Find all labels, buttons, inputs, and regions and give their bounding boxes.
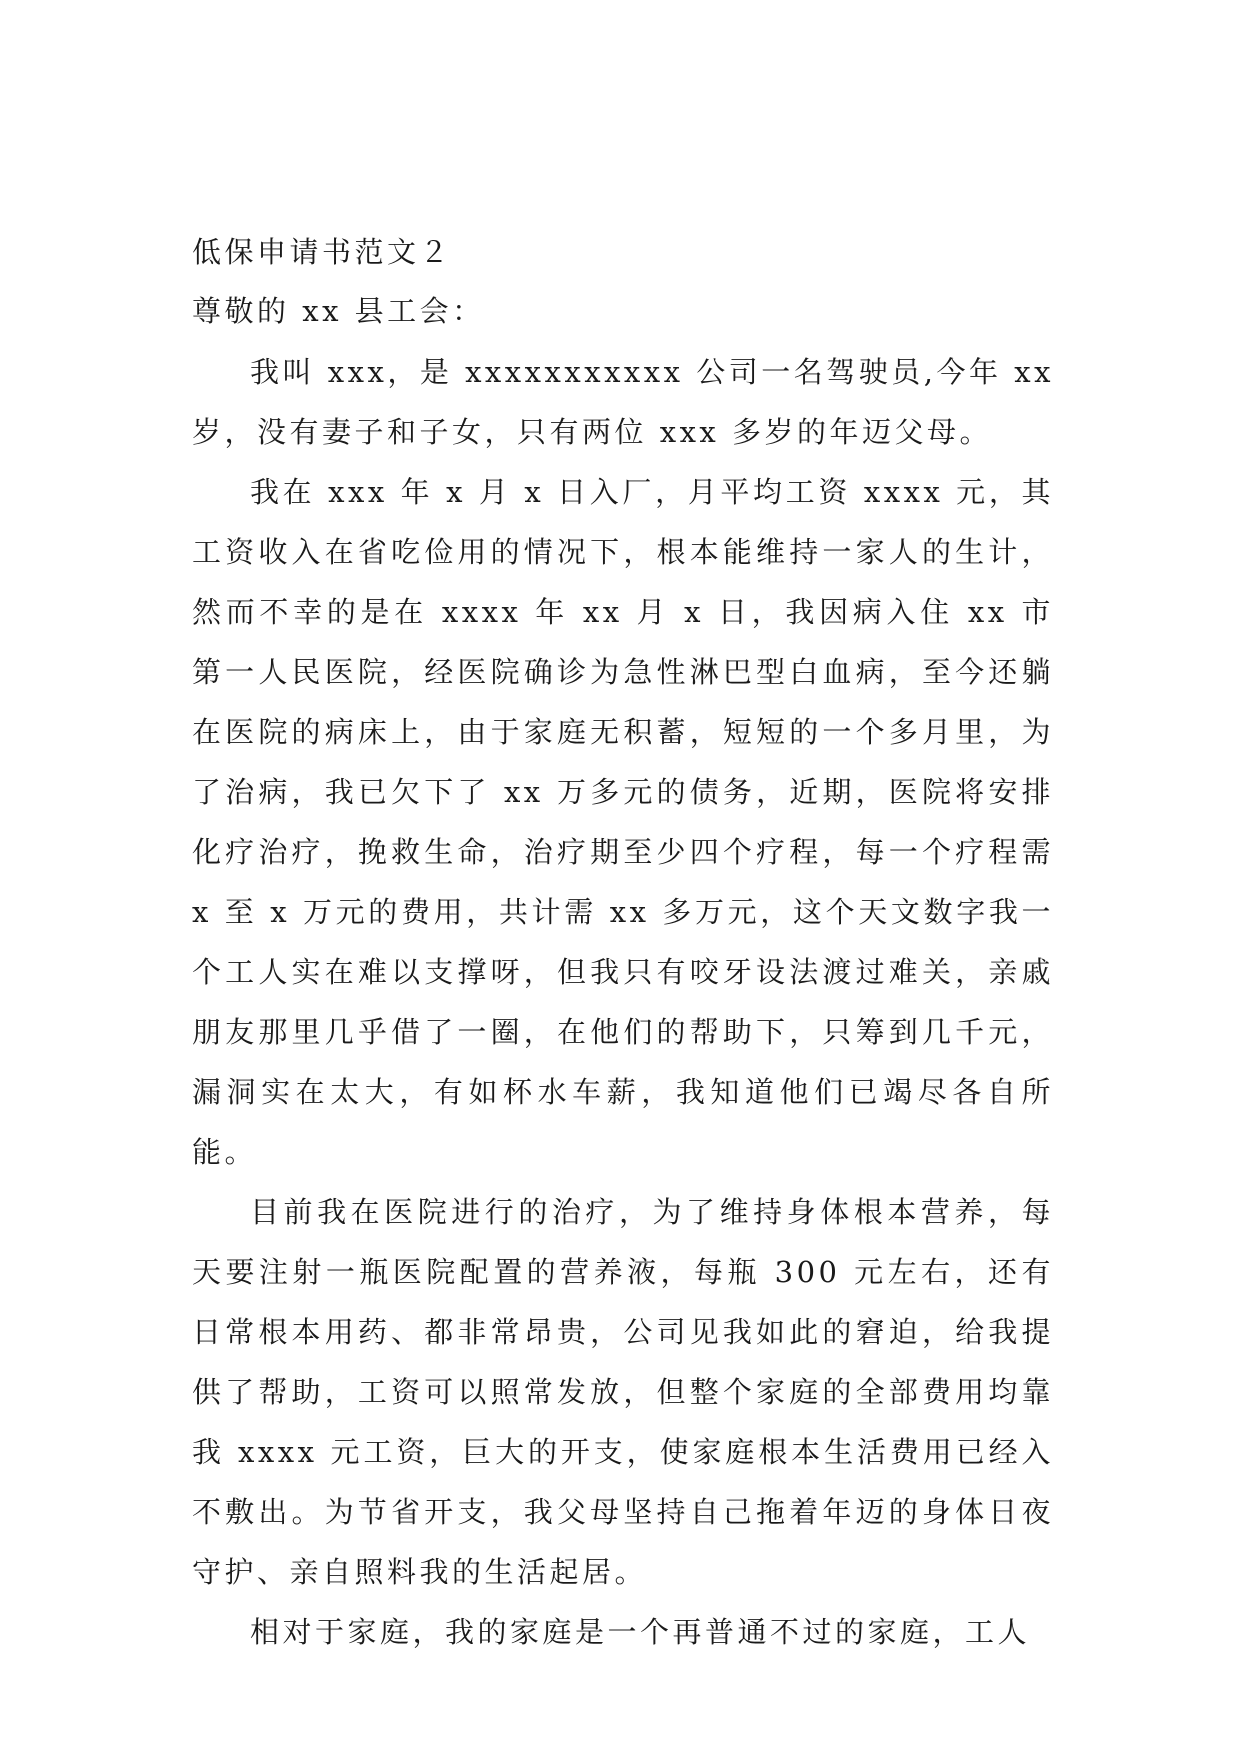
salutation: 尊敬的 xx 县工会： [192,294,485,328]
paragraph-2: 我在 xxx 年 x 月 x 日入厂，月平均工资 xxxx 元，其工资收入在省吃俭用的情况下，根本能维持一家人的生计，然而不幸的是在 xxxx 年 xx 月 x 日，我因病入住 xx 市第一人民医院，经医院确诊为急性淋巴型白血病，至今还躺在医院的病床上，由于家庭无积蓄，短短的一个多月里，为了治病，我已欠下了 xx 万多元的债务，近期，医院将安排化疗治疗，挽救生命，治疗期至少四个疗程，每一个疗程需 x 至 x 万元的费用，共计需 xx 多万元，这个天文数字我一个工人实在难以支撑呀，但我只有咬牙设法渡过难关，亲戚朋友那里几乎借了一圈，在他们的帮助下，只筹到几千元，漏洞实在太大，有如杯水车薪，我知道他们已竭尽各自所能。 [192,475,1054,1169]
paragraph-4: 相对于家庭，我的家庭是一个再普通不过的家庭，工人 [250,1615,1031,1649]
paragraph-1: 我叫 xxx，是 xxxxxxxxxxx 公司一名驾驶员,今年 xx 岁，没有妻子和子女，只有两位 xxx 多岁的年迈父母。 [192,355,1054,449]
document-title: 低保申请书范文２ [192,235,453,269]
document-body [192,222,1054,1662]
paragraph-3: 目前我在医院进行的治疗，为了维持身体根本营养，每天要注射一瓶医院配置的营养液，每瓶 300 元左右，还有日常根本用药、都非常昂贵，公司见我如此的窘迫，给我提供了帮助，工资可以照常发放，但整个家庭的全部费用均靠我 xxxx 元工资，巨大的开支，使家庭根本生活费用已经入不敷出。为节省开支，我父母坚持自己拖着年迈的身体日夜守护、亲自照料我的生活起居。 [192,1195,1054,1589]
